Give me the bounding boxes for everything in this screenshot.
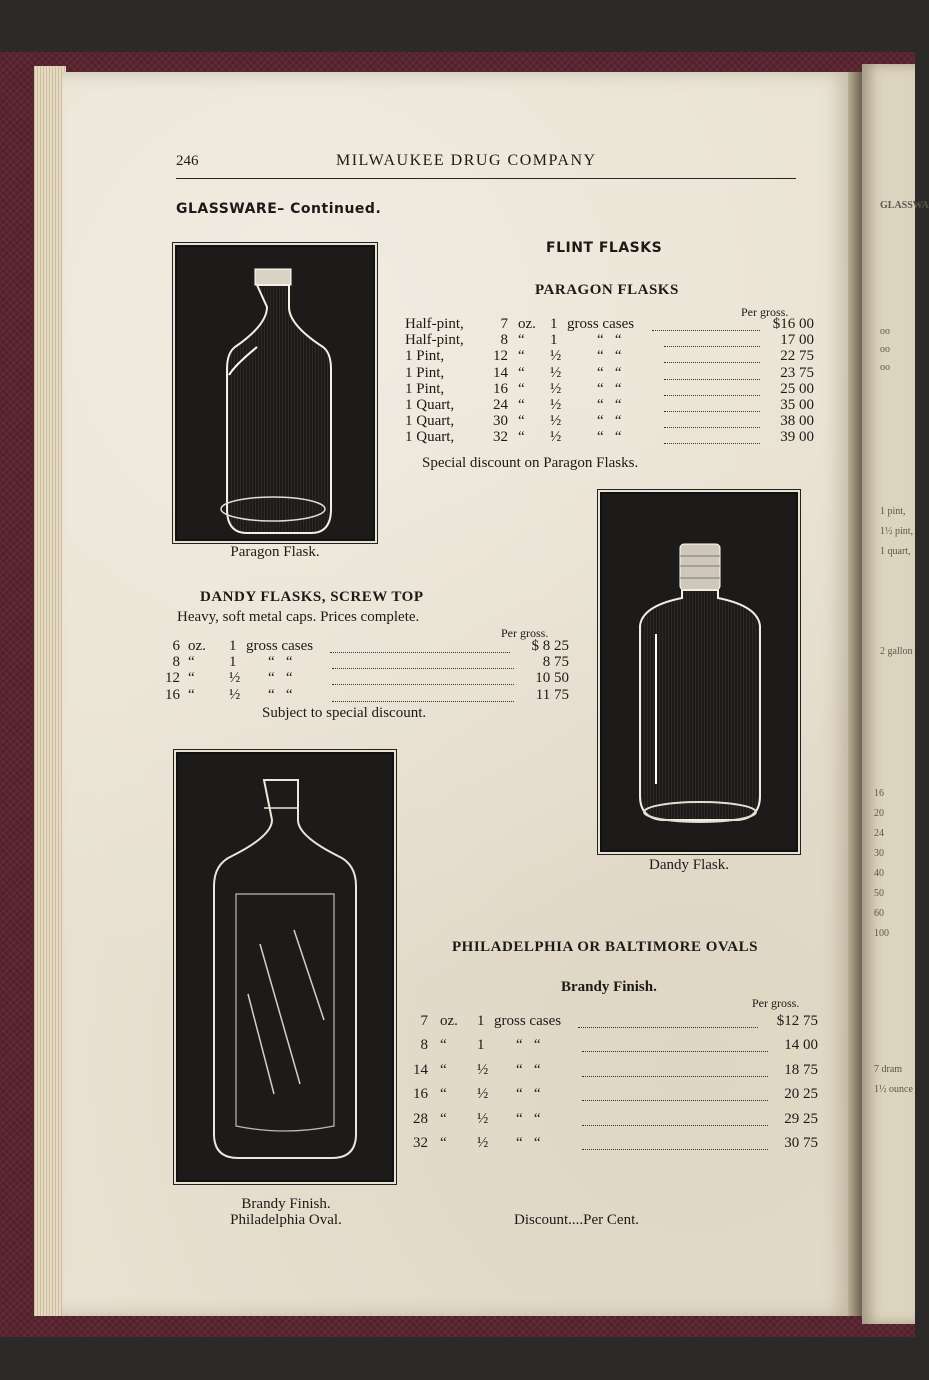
- paragon-unit: “: [518, 380, 525, 397]
- paragon-price: 22 75: [780, 348, 814, 365]
- oval-price: $12 75: [776, 1013, 818, 1029]
- dandy-flasks-description: Heavy, soft metal caps. Prices complete.: [177, 609, 420, 625]
- next-page-fragment: 24: [874, 828, 884, 839]
- dot-leader: [652, 314, 760, 331]
- dot-leader: [582, 1060, 768, 1077]
- oval-unit: “: [440, 1110, 447, 1127]
- dandy-oz: 16: [165, 686, 180, 703]
- paragon-size: Half-pint,: [405, 316, 464, 332]
- next-page-fragment: 40: [874, 868, 884, 879]
- dot-leader: [664, 395, 760, 412]
- dandy-flask-caption: Dandy Flask.: [649, 857, 729, 873]
- oval-unit: “: [440, 1037, 447, 1054]
- next-page-fragment: 50: [874, 888, 884, 899]
- paragon-oz: 16: [493, 380, 508, 397]
- paragon-cases: “ “: [597, 364, 622, 381]
- philadelphia-ovals-heading: PHILADELPHIA OR BALTIMORE OVALS: [452, 939, 758, 955]
- running-title: MILWAUKEE DRUG COMPANY: [336, 152, 597, 169]
- paragon-price: 25 00: [780, 380, 814, 397]
- dot-leader: [664, 427, 760, 444]
- paragon-oz: 24: [493, 397, 508, 413]
- dandy-price: $ 8 25: [531, 638, 569, 654]
- oval-oz: 14: [413, 1061, 428, 1078]
- dandy-unit: “: [188, 686, 195, 703]
- philadelphia-oval-drawing: [178, 754, 392, 1180]
- paragon-oz: 14: [493, 364, 508, 381]
- next-page-fragment: 1½ ounce: [874, 1084, 913, 1095]
- oval-cases: “ “: [516, 1086, 541, 1103]
- paragon-qty: ½: [550, 364, 562, 381]
- dot-leader: [664, 411, 760, 428]
- dandy-price: 10 50: [535, 670, 569, 687]
- oval-cases: “ “: [516, 1061, 541, 1078]
- oval-price: 20 25: [784, 1086, 818, 1103]
- oval-price: 14 00: [784, 1037, 818, 1054]
- next-page-fragment: 30: [874, 848, 884, 859]
- paragon-qty: ½: [550, 380, 562, 397]
- next-page-fragment: 2 gallon: [880, 646, 913, 657]
- paragon-cases: “ “: [597, 380, 622, 397]
- oval-unit: “: [440, 1086, 447, 1103]
- paragon-flask-drawing: [177, 247, 373, 539]
- paragon-unit: “: [518, 348, 525, 365]
- section-heading: GLASSWARE– Continued.: [176, 201, 382, 217]
- oval-oz: 16: [413, 1086, 428, 1103]
- paragon-unit: “: [518, 397, 525, 413]
- dot-leader: [664, 363, 760, 380]
- dot-leader: [582, 1084, 768, 1101]
- dandy-unit: “: [188, 654, 195, 671]
- oval-qty: ½: [477, 1086, 489, 1103]
- dandy-flask-drawing: [602, 494, 796, 850]
- oval-oz: 28: [413, 1110, 428, 1127]
- dandy-cases: “ “: [268, 654, 293, 671]
- paragon-price: 17 00: [780, 332, 814, 349]
- paragon-unit: “: [518, 364, 525, 381]
- next-page-fragment: 1 quart,: [880, 546, 911, 557]
- dandy-cases: gross cases: [246, 638, 314, 654]
- oval-unit: “: [440, 1135, 447, 1151]
- next-page-fragment: oo: [880, 326, 890, 337]
- oval-unit: “: [440, 1061, 447, 1078]
- paragon-cases: gross cases: [567, 316, 635, 332]
- paragon-size: 1 Quart,: [405, 413, 455, 430]
- paragon-price: 23 75: [780, 364, 814, 381]
- paragon-size: 1 Quart,: [405, 429, 455, 446]
- oval-oz: 8: [420, 1037, 428, 1054]
- paragon-cases: “ “: [597, 348, 622, 365]
- dandy-price: 11 75: [535, 686, 569, 703]
- dandy-unit: “: [188, 670, 195, 687]
- dot-leader: [582, 1133, 768, 1150]
- dot-leader: [332, 668, 514, 685]
- next-page-fragment: 1 pint,: [880, 506, 906, 517]
- next-page-edge: [862, 64, 929, 1324]
- dot-leader: [578, 1011, 758, 1028]
- paragon-price: $16 00: [772, 316, 814, 332]
- paragon-size: 1 Quart,: [405, 397, 455, 413]
- paragon-oz: 7: [500, 316, 508, 332]
- next-page-fragment: 1½ pint,: [880, 526, 914, 537]
- brandy-finish-subheading: Brandy Finish.: [561, 979, 657, 995]
- dot-leader: [332, 652, 514, 669]
- dot-leader: [664, 330, 760, 347]
- dandy-note: Subject to special discount.: [262, 705, 427, 721]
- paragon-qty: ½: [550, 413, 562, 430]
- dandy-cases: “ “: [268, 686, 293, 703]
- paragon-cases: “ “: [597, 397, 622, 413]
- paragon-qty: 1: [550, 316, 558, 332]
- paragon-unit: “: [518, 429, 525, 446]
- dot-leader: [330, 636, 510, 653]
- philadelphia-oval-caption: [196, 1196, 376, 1228]
- next-page-fragment: oo: [880, 344, 890, 355]
- dot-leader: [582, 1109, 768, 1126]
- dot-leader: [664, 346, 760, 363]
- paragon-size: 1 Pint,: [405, 348, 445, 365]
- paragon-oz: 12: [493, 348, 508, 365]
- flint-flasks-heading: FLINT FLASKS: [546, 240, 663, 256]
- paragon-oz: 32: [493, 429, 508, 446]
- oval-qty: ½: [477, 1061, 489, 1078]
- oval-cases: “ “: [516, 1037, 541, 1054]
- paragon-price: 35 00: [780, 397, 814, 413]
- paragon-price: 38 00: [780, 413, 814, 430]
- dandy-qty: 1: [229, 638, 237, 654]
- philadelphia-oval-illustration: [176, 752, 394, 1182]
- paragon-qty: ½: [550, 429, 562, 446]
- oval-qty: 1: [477, 1013, 485, 1029]
- philadelphia-discount: Discount....Per Cent.: [514, 1212, 639, 1228]
- paragon-unit: “: [518, 413, 525, 430]
- dandy-cases: “ “: [268, 670, 293, 687]
- dot-leader: [664, 379, 760, 396]
- dandy-oz: 8: [172, 654, 180, 671]
- dandy-price: 8 75: [542, 654, 569, 671]
- philadelphia-per-gross: Per gross.: [752, 996, 800, 1010]
- oval-price: 29 25: [784, 1110, 818, 1127]
- philadelphia-oval-caption-line2: Philadelphia Oval.: [230, 1212, 342, 1228]
- next-page-fragment: 16: [874, 788, 884, 799]
- book-gutter: [848, 72, 862, 1316]
- paragon-qty: ½: [550, 348, 562, 365]
- oval-cases: gross cases: [494, 1013, 562, 1029]
- dandy-per-gross: Per gross.: [501, 626, 549, 640]
- oval-oz: 7: [420, 1013, 428, 1029]
- paragon-qty: 1: [550, 332, 558, 349]
- page-number: 246: [176, 153, 199, 169]
- next-page-fragment: 20: [874, 808, 884, 819]
- paragon-price: 39 00: [780, 429, 814, 446]
- dandy-oz: 6: [172, 638, 180, 654]
- paragon-cases: “ “: [597, 413, 622, 430]
- dandy-unit: oz.: [188, 638, 206, 654]
- dandy-flask-illustration: [600, 492, 798, 852]
- oval-price: 30 75: [784, 1135, 818, 1151]
- paragon-flask-illustration: [175, 245, 375, 541]
- running-header: [176, 152, 796, 179]
- oval-cases: “ “: [516, 1135, 541, 1151]
- oval-price: 18 75: [784, 1061, 818, 1078]
- paragon-size: 1 Pint,: [405, 380, 445, 397]
- paragon-cases: “ “: [597, 429, 622, 446]
- paragon-size: Half-pint,: [405, 332, 464, 349]
- paragon-unit: oz.: [518, 316, 536, 332]
- paragon-cases: “ “: [597, 332, 622, 349]
- paragon-unit: “: [518, 332, 525, 349]
- oval-qty: 1: [477, 1037, 485, 1054]
- paragon-flasks-heading: PARAGON FLASKS: [535, 282, 679, 298]
- paragon-qty: ½: [550, 397, 562, 413]
- next-page-fragment: oo: [880, 362, 890, 373]
- next-page-fragment: 60: [874, 908, 884, 919]
- paragon-note: Special discount on Paragon Flasks.: [422, 455, 639, 471]
- oval-oz: 32: [413, 1135, 428, 1151]
- dandy-oz: 12: [165, 670, 180, 687]
- oval-unit: oz.: [440, 1013, 458, 1029]
- dandy-qty: 1: [229, 654, 237, 671]
- oval-qty: ½: [477, 1110, 489, 1127]
- dandy-qty: ½: [229, 686, 241, 703]
- next-page-fragment: 7 dram: [874, 1064, 903, 1075]
- dandy-flasks-heading: DANDY FLASKS, SCREW TOP: [200, 589, 424, 605]
- dot-leader: [582, 1035, 768, 1052]
- oval-cases: “ “: [516, 1110, 541, 1127]
- next-page-fragment: GLASSWA: [880, 200, 929, 211]
- dot-leader: [332, 685, 514, 702]
- paragon-flask-caption: Paragon Flask.: [230, 544, 320, 560]
- philadelphia-oval-caption-line1: Brandy Finish.: [241, 1196, 331, 1212]
- paragon-oz: 8: [500, 332, 508, 349]
- dandy-qty: ½: [229, 670, 241, 687]
- oval-qty: ½: [477, 1135, 489, 1151]
- paragon-size: 1 Pint,: [405, 364, 445, 381]
- paragon-per-gross: Per gross.: [741, 305, 789, 319]
- next-page-fragment: 100: [874, 928, 889, 939]
- paragon-oz: 30: [493, 413, 508, 430]
